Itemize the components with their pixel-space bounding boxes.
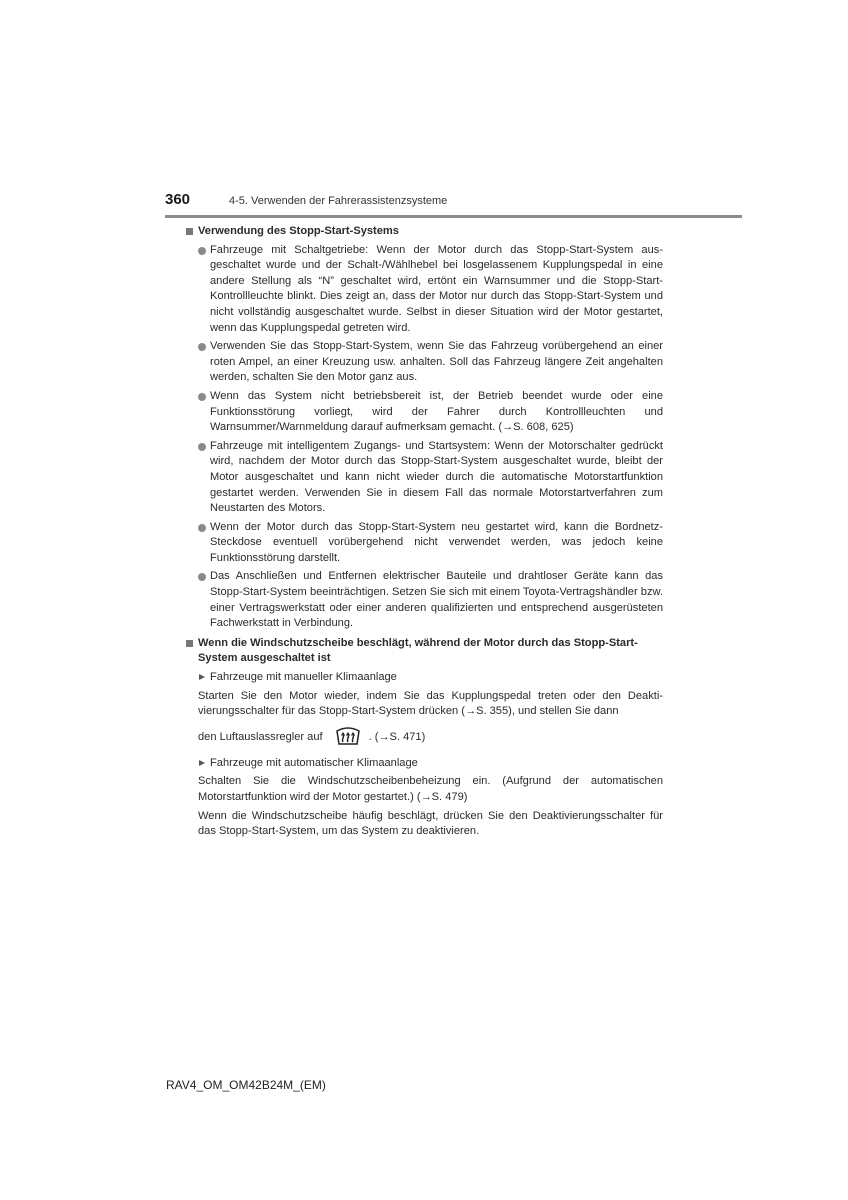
section-heading-windshield-fog: Wenn die Windschutzscheibe beschlägt, während der Motor durch das Stopp-Start-System ausgeschaltet ist	[185, 636, 663, 667]
windshield-defroster-icon	[335, 724, 361, 752]
manual-ac-instructions: Starten Sie den Motor wieder, indem Sie das Kupplungspedal treten oder den Deaktivierungsschalter für das Stopp-Start-System drücken (→S. 355), und stellen Sie dann	[198, 689, 663, 718]
deactivation-advice: Wenn die Windschutzscheibe häufig beschlägt, drücken Sie den Deaktivierungsschalter für das Stopp-Start-System, um das System zu deaktivieren.	[198, 809, 663, 838]
document-code-footer: RAV4_OM_OM42B24M_(EM)	[166, 1078, 326, 1092]
header-divider	[165, 215, 742, 218]
defrost-prefix-text: den Luftauslassregler auf	[198, 731, 323, 744]
defrost-page-reference: . (→S. 471)	[368, 731, 426, 744]
bullet-item: Verwenden Sie das Stopp-Start-System, wenn Sie das Fahrzeug vorübergehend an einer roten Ampel, an einer Kreuzung usw. anhalten. Soll das Fahrzeug längere Zeit angehalten werden, schalten Sie den Motor ganz aus.	[185, 339, 663, 386]
subheading-automatic-ac: Fahrzeuge mit automatischer Klimaanlage	[185, 756, 663, 772]
subheading-manual-ac: Fahrzeuge mit manueller Klimaanlage	[185, 670, 663, 686]
bullet-item: Das Anschließen und Entfernen elektrischer Bauteile und drahtloser Geräte kann das Stopp-Start-System beeinträchtigen. Setzen Sie sich mit einem Toyota-Vertragshändler bzw. einer Vertragswerkstatt oder einer anderen qualifizierten und entsprechend ausgerüsteten Fachwerkstatt in Verbindung.	[185, 569, 663, 631]
bullet-item: Wenn das System nicht betriebsbereit ist, der Betrieb beendet wurde oder eine Funktionsstörung vorliegt, wird der Fahrer durch Kontrollleuchten und Warnsummer/Warnmeldung darauf aufmerksam gemacht. (→S. 608, 625)	[185, 389, 663, 436]
page-content	[185, 224, 663, 840]
section-title: 4-5. Verwenden der Fahrerassistenzsysteme	[229, 195, 448, 207]
page-number: 360	[165, 191, 191, 208]
defrost-instruction-line	[185, 726, 663, 750]
bullet-item: Fahrzeuge mit intelligentem Zugangs- und Startsystem: Wenn der Motorschalter gedrückt wird, nachdem der Motor durch das Stopp-Start-System ausgeschaltet wurde, bleibt der Motor ausgeschaltet und kann nicht wieder durch die automatische Motorstartfunktion gestartet werden. Verwenden Sie in diesem Fall das normale Motorstartverfahren zum Neustarten des Motors.	[185, 439, 663, 517]
section-heading-stop-start-usage: Verwendung des Stopp-Start-Systems	[185, 224, 663, 240]
bullet-item: Fahrzeuge mit Schaltgetriebe: Wenn der Motor durch das Stopp-Start-System ausgeschaltet wurde und der Schalt-/Wählhebel bei losgelassenem Kupplungspedal in eine andere Stellung als “N” geschaltet wird, ertönt ein Warnsummer und die Stopp-Start-Kontrollleuchte blinkt. Dies zeigt an, dass der Motor nur durch das Stopp-Start-System und nicht vollständig ausgeschaltet wurde. Selbst in dieser Situation wird der Motor gestartet, wenn das Kupplungspedal getreten wird.	[185, 243, 663, 337]
bullet-item: Wenn der Motor durch das Stopp-Start-System neu gestartet wird, kann die Bordnetz-Steckdose eventuell vorübergehend nicht verwendet werden, was jedoch keine Funktionsstörung darstellt.	[185, 520, 663, 567]
automatic-ac-instructions: Schalten Sie die Windschutzscheibenbeheizung ein. (Aufgrund der automatischen Motorstartfunktion wird der Motor gestartet.) (→S. 479)	[198, 775, 663, 803]
